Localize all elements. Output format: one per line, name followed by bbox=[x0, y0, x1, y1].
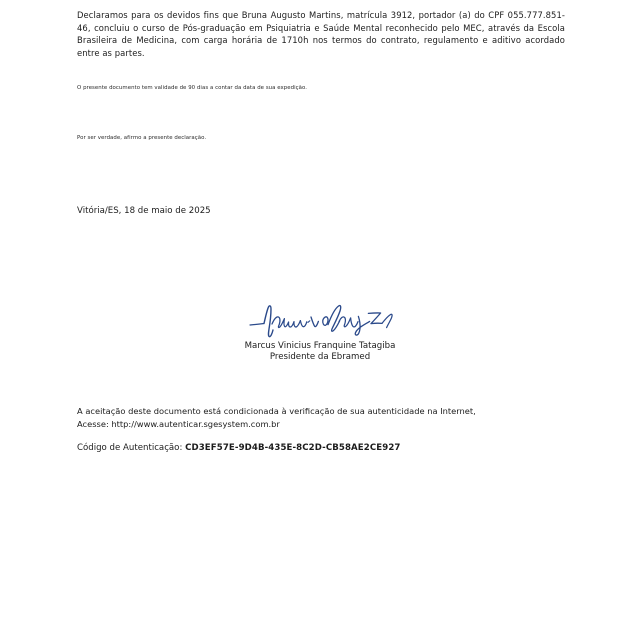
declaration-paragraph: Declaramos para os devidos fins que Bruna Augusto Martins, matrícula 3912, portador (a) do CPF 055.777.851-46, concluiu o curso de Pós-graduação em Psiquiatria e Saúde Mental reconhecido pelo MEC, através da Escola Brasileira de Medicina, com carga horária de 1710h nos termos do contrato, regulamento e aditivo acordado entre as partes. bbox=[77, 10, 565, 58]
city-date-line: Vitória/ES, 18 de maio de 2025 bbox=[77, 206, 211, 216]
acceptance-line-2: Acesse: http://www.autenticar.sgesystem.com.br bbox=[77, 418, 280, 429]
validity-note: O presente documento tem validade de 90 dias a contar da data de sua expedição. bbox=[77, 85, 308, 91]
acceptance-note bbox=[77, 405, 565, 430]
authentication-code-line bbox=[77, 442, 565, 454]
signer-role: Presidente da Ebramed bbox=[269, 352, 371, 363]
acceptance-line-1: A aceitação deste documento está condicionada à verificação de sua autenticidade na Internet, bbox=[77, 406, 476, 416]
affirmation-note: Por ser verdade, afirmo a presente declaração. bbox=[77, 135, 207, 141]
auth-code-value: CD3EF57E-9D4B-435E-8C2D-CB58AE2CE927 bbox=[185, 443, 401, 453]
signature-block bbox=[0, 303, 640, 364]
signer-name: Marcus Vinicius Franquine Tatagiba bbox=[244, 341, 396, 351]
handwritten-signature-icon bbox=[0, 303, 640, 341]
auth-code-label: Código de Autenticação: bbox=[77, 443, 183, 453]
